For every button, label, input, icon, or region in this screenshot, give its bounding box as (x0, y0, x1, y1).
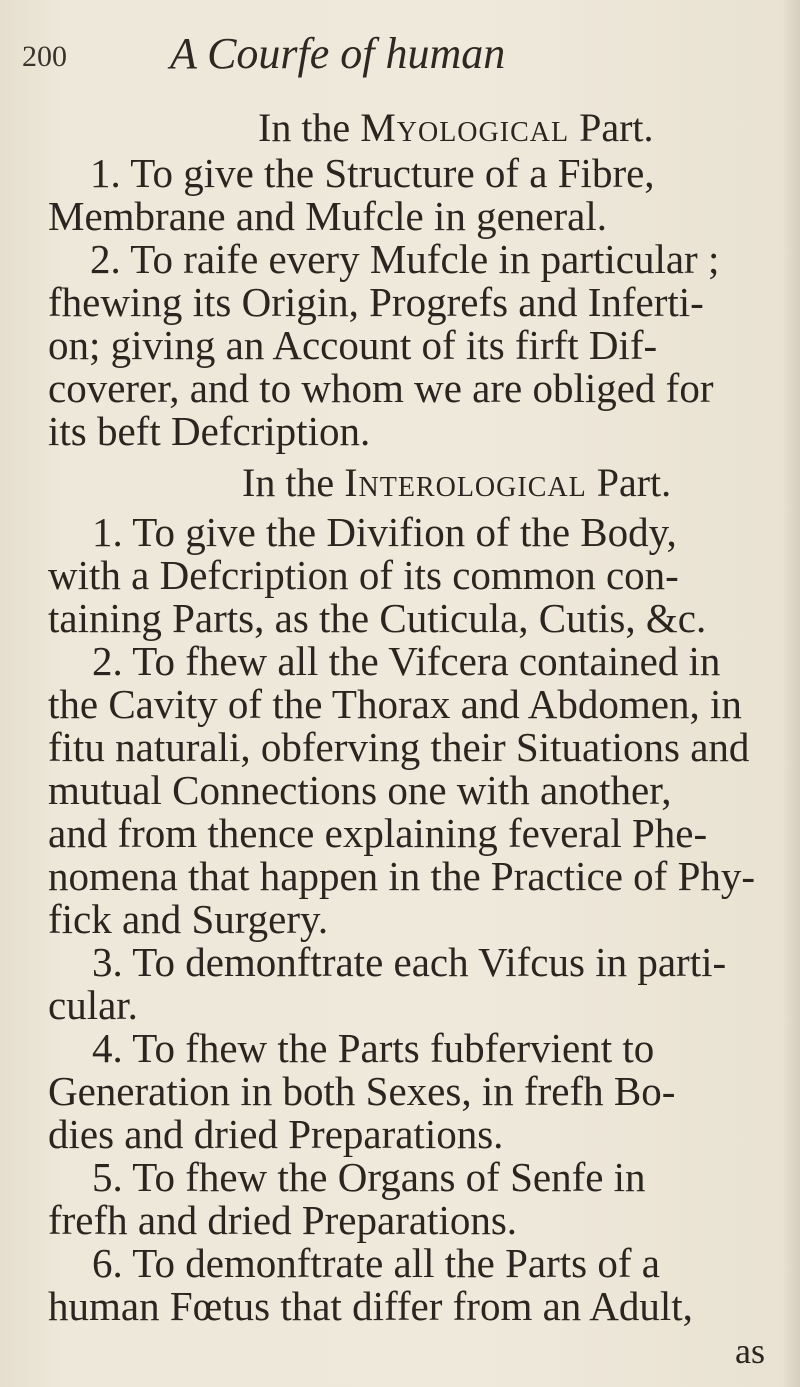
text-line: mutual Connections one with another, (48, 767, 672, 813)
text-line: dies and dried Preparations. (48, 1111, 504, 1157)
text-line: on; giving an Account of its firft Dif- (48, 322, 658, 368)
text-line: coverer, and to whom we are obliged for (48, 365, 714, 411)
list-item (0, 238, 800, 453)
text-line: fitu naturali, obferving their Situations and (48, 724, 750, 770)
section-title-prefix: In the (258, 105, 361, 150)
text-line: Generation in both Sexes, in frefh Bo- (48, 1068, 676, 1114)
section-title-suffix: Part. (586, 460, 672, 505)
section-title-myological (258, 104, 800, 151)
text-line: 5. To fhew the Organs of Senfe in (92, 1154, 646, 1200)
list-item (0, 1242, 800, 1328)
section-title-prefix: In the (242, 460, 345, 505)
text-line: 1. To give the Structure of a Fibre, (90, 150, 655, 196)
text-line: with a Defcription of its common con- (48, 552, 679, 598)
catchword: as (735, 1331, 765, 1371)
text-line: the Cavity of the Thorax and Abdomen, in (48, 681, 742, 727)
list-item (0, 640, 800, 941)
text-line: human Fœtus that differ from an Adult, (48, 1283, 693, 1329)
section-title-interological (242, 459, 800, 506)
list-item (0, 1027, 800, 1156)
text-line: 6. To demonftrate all the Parts of a (92, 1240, 660, 1286)
section-title-suffix: Part. (569, 105, 654, 150)
section-title-caps: Interological (344, 460, 587, 505)
list-item (0, 941, 800, 1027)
list-item (0, 511, 800, 640)
text-line: taining Parts, as the Cuticula, Cutis, &c. (48, 595, 707, 641)
text-line: fick and Surgery. (48, 896, 329, 942)
text-line: Membrane and Mufcle in general. (48, 193, 607, 239)
text-line: 2. To fhew all the Vifcera contained in (92, 638, 721, 684)
text-line: 1. To give the Divifion of the Body, (92, 509, 677, 555)
text-line: 4. To fhew the Parts fubfervient to (92, 1025, 655, 1071)
page-header (0, 20, 800, 80)
list-item (0, 1156, 800, 1242)
text-line: and from thence explaining feveral Phe- (48, 810, 708, 856)
list-item (0, 152, 800, 238)
text-line: frefh and dried Preparations. (48, 1197, 518, 1243)
text-line: 2. To raife every Mufcle in particular ; (90, 236, 720, 282)
text-line: cular. (48, 982, 138, 1028)
text-line: 3. To demonftrate each Vifcus in parti- (92, 939, 727, 985)
section-title-caps: Myological (360, 105, 570, 150)
page-number: 200 (22, 40, 67, 73)
text-line: fhewing its Origin, Progrefs and Inferti- (48, 279, 704, 325)
text-line: nomena that happen in the Practice of Phy- (48, 853, 756, 899)
running-title: A Courfe of human (170, 29, 506, 78)
text-line: its beft Defcription. (48, 408, 371, 454)
